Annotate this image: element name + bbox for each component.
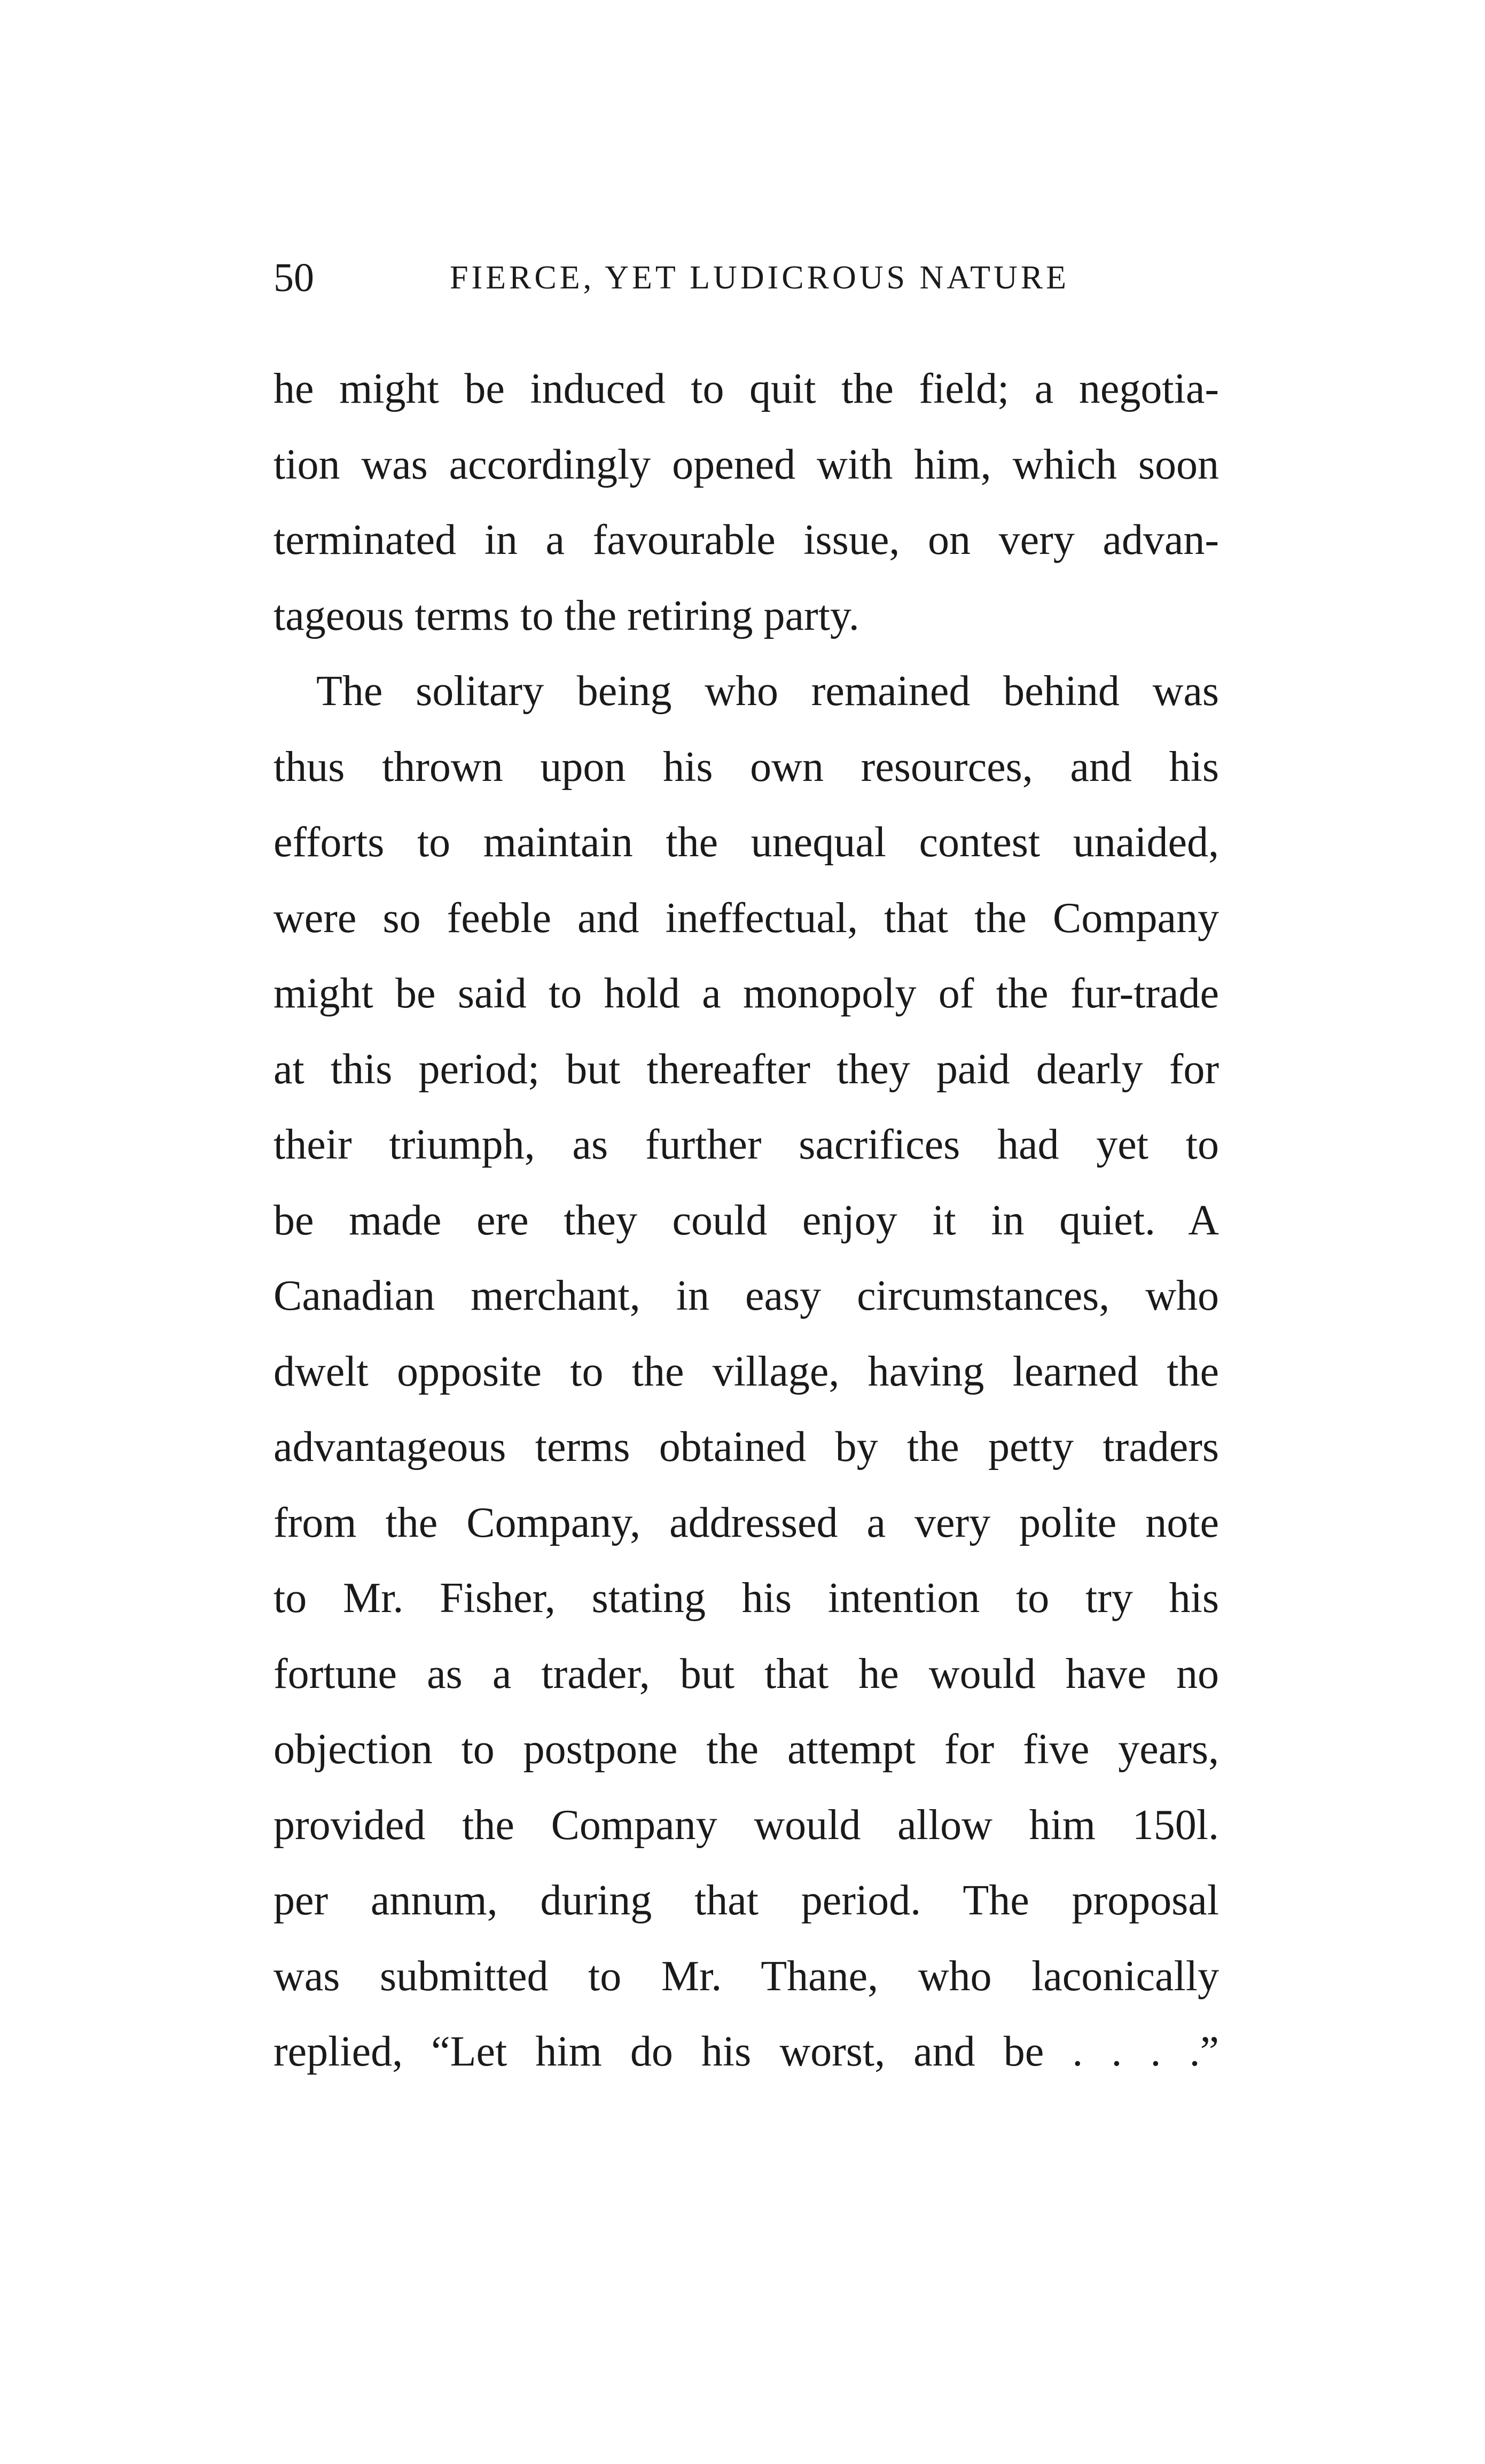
text-line: per annum, during that period. The proposal xyxy=(273,1877,1219,1924)
text-line: tageous terms to the retiring party. xyxy=(273,592,859,639)
text-line: their triumph, as further sacrifices had yet to xyxy=(273,1121,1219,1168)
text-line: The solitary being who remained behind was xyxy=(316,668,1219,715)
text-line: was submitted to Mr. Thane, who laconically xyxy=(273,1952,1219,2000)
text-line: at this period; but thereafter they paid dearly for xyxy=(273,1045,1219,1093)
running-head xyxy=(273,251,1224,304)
text-line: tion was accordingly opened with him, which soon xyxy=(273,441,1219,488)
running-head-title: FIERCE, YET LUDICROUS NATURE xyxy=(450,260,1070,296)
text-line: terminated in a favourable issue, on very advan- xyxy=(273,517,1219,564)
text-line: be made ere they could enjoy it in quiet. A xyxy=(273,1196,1219,1244)
text-line: might be said to hold a monopoly of the fur-trade xyxy=(273,970,1219,1017)
body-text xyxy=(273,351,1219,2090)
text-line: replied, “Let him do his worst, and be . . . .” xyxy=(273,2028,1219,2075)
text-line: advantageous terms obtained by the petty traders xyxy=(273,1423,1219,1470)
text-line: were so feeble and ineffectual, that the Company xyxy=(273,894,1219,942)
text-line: efforts to maintain the unequal contest unaided, xyxy=(273,819,1219,866)
page-number: 50 xyxy=(273,255,314,300)
text-line: Canadian merchant, in easy circumstances, who xyxy=(273,1272,1219,1319)
text-line: to Mr. Fisher, stating his intention to try his xyxy=(273,1575,1219,1622)
text-line: fortune as a trader, but that he would have no xyxy=(273,1650,1219,1698)
text-line: from the Company, addressed a very polite note xyxy=(273,1499,1219,1546)
text-line: dwelt opposite to the village, having learned the xyxy=(273,1348,1219,1395)
text-line: objection to postpone the attempt for five years, xyxy=(273,1726,1219,1773)
text-line: thus thrown upon his own resources, and his xyxy=(273,743,1219,791)
text-line: he might be induced to quit the field; a negotia- xyxy=(273,365,1219,412)
text-line: provided the Company would allow him 150l. xyxy=(273,1801,1219,1849)
